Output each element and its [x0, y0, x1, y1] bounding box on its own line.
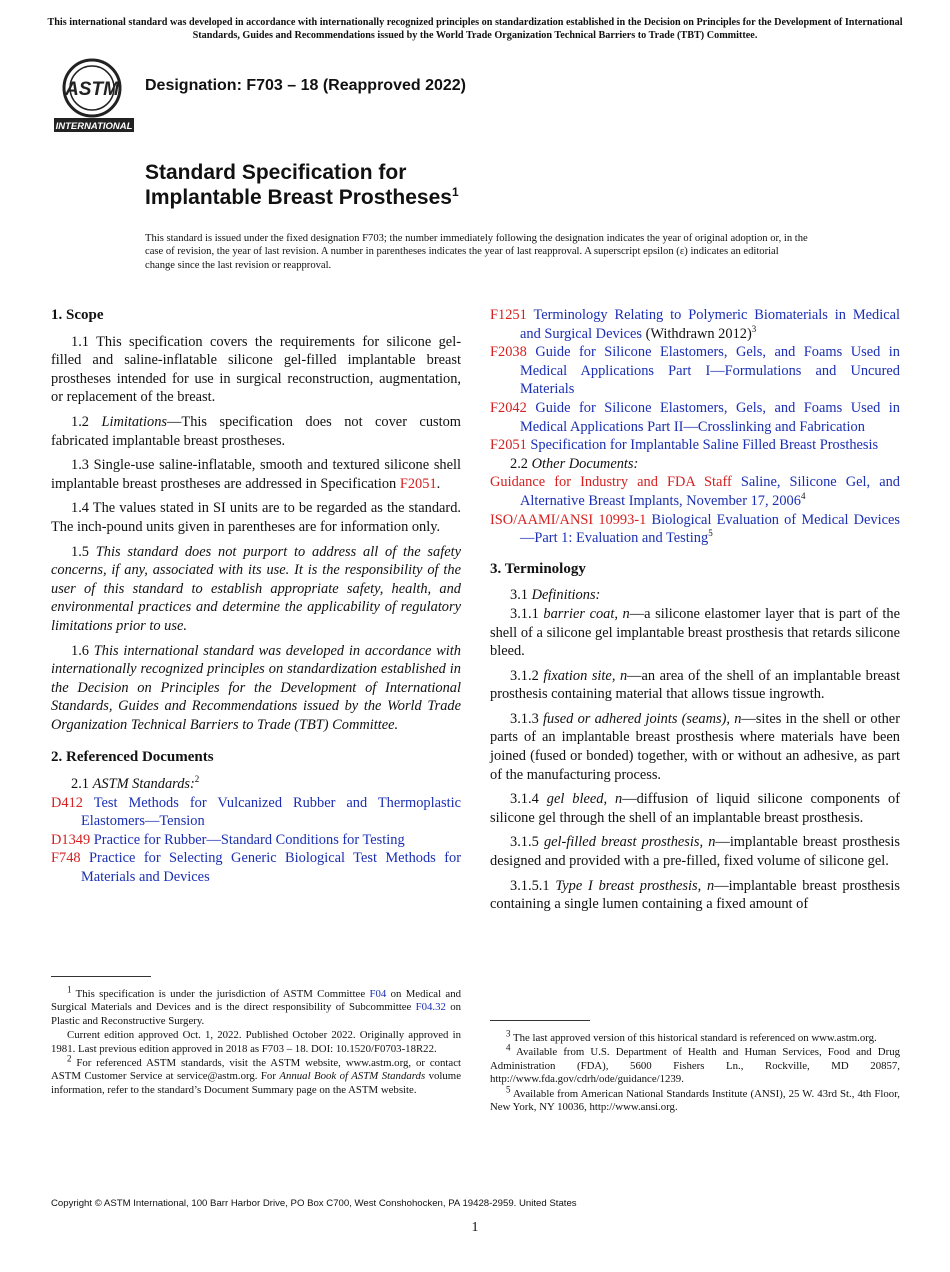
ref-item[interactable]: F2038 Guide for Silicone Elastomers, Gels, and Foams Used in Medical Applications Part I—Formulations and Uncured Materials [490, 344, 900, 398]
issued-note: This standard is issued under the fixed designation F703; the number immediately following the designation indicates the year of original adoption or, in the case of revision, the year of last revision. A number in parentheses indicates the year of last reapproval. A superscript epsilon (ε) indicates an editorial change since the last revision or reapproval. [145, 233, 808, 271]
astm-logo [52, 56, 136, 136]
link-f04[interactable]: F04 [369, 988, 387, 1000]
definition: 3.1.1 barrier coat, n—a silicone elastomer layer that is part of the shell of a silicone gel implantable breast prosthesis that retards silicone bleed. [490, 605, 900, 660]
para-2-2: 2.2 Other Documents: [510, 455, 639, 472]
footnote-rule [51, 976, 151, 977]
footnotes-right [490, 1028, 900, 1115]
para-1-5: 1.5 This standard does not purport to address all of the safety concerns, if any, associated with its use. It is the responsibility of the user of this standard to establish appropriate safety, health, and environmental practices and determine the applicability of regulatory limitations prior to use. [51, 543, 461, 634]
para-3-1: 3.1 Definitions: [510, 587, 601, 604]
ref-item[interactable]: ISO/AAMI/ANSI 10993-1 Biological Evaluation of Medical Devices—Part 1: Evaluation and Testing$^5$ [490, 511, 900, 547]
para-1-6: 1.6 This international standard was developed in accordance with internationally recognized principles on standardization established in the Decision on Principles for the Development of International Standards, Guides and Recommendations issued by the World Trade Organization Technical Barriers to Trade (TBT) Committee. [51, 642, 461, 733]
footnote-3: $^3$ The last approved version of this historical standard is referenced on www.astm.org. [506, 1028, 877, 1044]
para-2-1: 2.1 ASTM Standards:$^2$ [71, 774, 200, 793]
right-column [490, 306, 900, 920]
definition: 3.1.4 gel bleed, n—diffusion of liquid silicone components of silicone gel through the shell of an implantable breast prosthesis. [490, 791, 900, 826]
wto-notice: This international standard was developed in accordance with internationally recognized principles on standardization established in the Decision on Principles for the Development of International Standards, Guides and Recommendations issued by the World Trade Organization Technical Barriers to Trade (TBT) Committee. [47, 17, 903, 41]
svg-text:ASTM: ASTM [65, 79, 119, 100]
left-column [51, 306, 461, 887]
para-1-3: 1.3 Single-use saline-inflatable, smooth and textured silicone shell implantable breast prostheses are addressed in Specification F2051. [51, 457, 461, 492]
footnote-edition: Current edition approved Oct. 1, 2022. Published October 2022. Originally approved in 1981. Last previous edition approved in 2018 as F703 – 18. DOI: 10.1520/F0703-18R22. [51, 1029, 461, 1055]
definition: 3.1.3 fused or adhered joints (seams), n—sites in the shell or other parts of an implantable breast prosthesis where materials have been joined (fused or bonded) together, with or without an adhesive, as part of the manufacturing process. [490, 710, 900, 783]
ref-item[interactable]: F748 Practice for Selecting Generic Biological Test Methods for Materials and Devices [51, 850, 461, 886]
section-heading-scope: 1. Scope [51, 307, 104, 323]
footnote-5: $^5$ Available from American National Standards Institute (ANSI), 25 W. 43rd St., 4th Floor, New York, NY 10036, http://www.ansi.org. [490, 1084, 900, 1114]
ref-item[interactable]: D1349 Practice for Rubber—Standard Conditions for Testing [51, 831, 405, 848]
para-1-1: 1.1 This specification covers the requirements for silicone gel-filled and saline-inflatable silicone gel-filled implantable breast prostheses intended for use in surgical reconstruction, augmentation, or replacement of the breast. [51, 333, 461, 406]
ref-item[interactable]: F1251 Terminology Relating to Polymeric Biomaterials in Medical and Surgical Devices (Withdrawn 2012)$^3$ [490, 307, 900, 342]
para-1-2: 1.2 Limitations—This specification does not cover custom fabricated implantable breast prostheses. [51, 413, 461, 449]
footnote-rule [490, 1020, 590, 1021]
ref-item[interactable]: F2042 Guide for Silicone Elastomers, Gels, and Foams Used in Medical Applications Part II—Crosslinking and Fabrication [490, 399, 900, 435]
definition: 3.1.5.1 Type I breast prosthesis, n—implantable breast prosthesis containing a single lumen containing a fixed amount of [490, 877, 900, 913]
para-1-4: 1.4 The values stated in SI units are to be regarded as the standard. The inch-pound units given in parentheses are for information only. [51, 500, 461, 535]
section-heading-referenced: 2. Referenced Documents [51, 749, 214, 766]
footnote-2: $^2$ For referenced ASTM standards, visit the ASTM website, www.astm.org, or contact ASTM Customer Service at service@astm.org. For Annual Book of ASTM Standards volume information, refer to the standard’s Document Summary page on the ASTM website. [51, 1053, 461, 1096]
link-f04-32[interactable]: F04.32 [415, 1001, 446, 1014]
ref-item[interactable]: F2051 Specification for Implantable Saline Filled Breast Prosthesis [490, 437, 879, 454]
page-number: 1 [471, 1220, 479, 1235]
definition: 3.1.2 fixation site, n—an area of the shell of an implantable breast prosthesis containing material that allows tissue ingrowth. [490, 667, 900, 703]
svg-text:INTERNATIONAL: INTERNATIONAL [55, 121, 133, 132]
ref-item[interactable]: D412 Test Methods for Vulcanized Rubber and Thermoplastic Elastomers—Tension [51, 794, 461, 830]
ref-item[interactable]: Guidance for Industry and FDA Staff Saline, Silicone Gel, and Alternative Breast Implants, November 17, 2006$^4$ [490, 474, 900, 509]
copyright: Copyright © ASTM International, 100 Barr Harbor Drive, PO Box C700, West Conshohocken, PA 19428-2959. United States [51, 1198, 577, 1209]
designation: Designation: F703 – 18 (Reapproved 2022) [145, 77, 466, 94]
section-heading-terminology: 3. Terminology [490, 560, 586, 577]
footnotes-left [51, 984, 461, 1098]
page-title: Standard Specification for Implantable Breast Prostheses$^1$ [145, 161, 459, 209]
footnote-1: $^1$ This specification is under the jurisdiction of ASTM Committee F04 on Medical and Surgical Materials and Devices and is the direct responsibility of Subcommittee F04.32 on Plastic and Reconstructive Surgery. [51, 984, 461, 1027]
footnote-4: $^4$ Available from U.S. Department of Health and Human Services, Food and Drug Administration (FDA), 5600 Fishers Ln., Rockville, MD 20857, http://www.fda.gov/cdrh/ode/guidance/1239. [490, 1042, 900, 1086]
definition: 3.1.5 gel-filled breast prosthesis, n—implantable breast prosthesis designed and provided with a pre-filled, fixed volume of silicone gel. [490, 834, 900, 870]
link-f2051[interactable]: F2051 [399, 475, 437, 492]
